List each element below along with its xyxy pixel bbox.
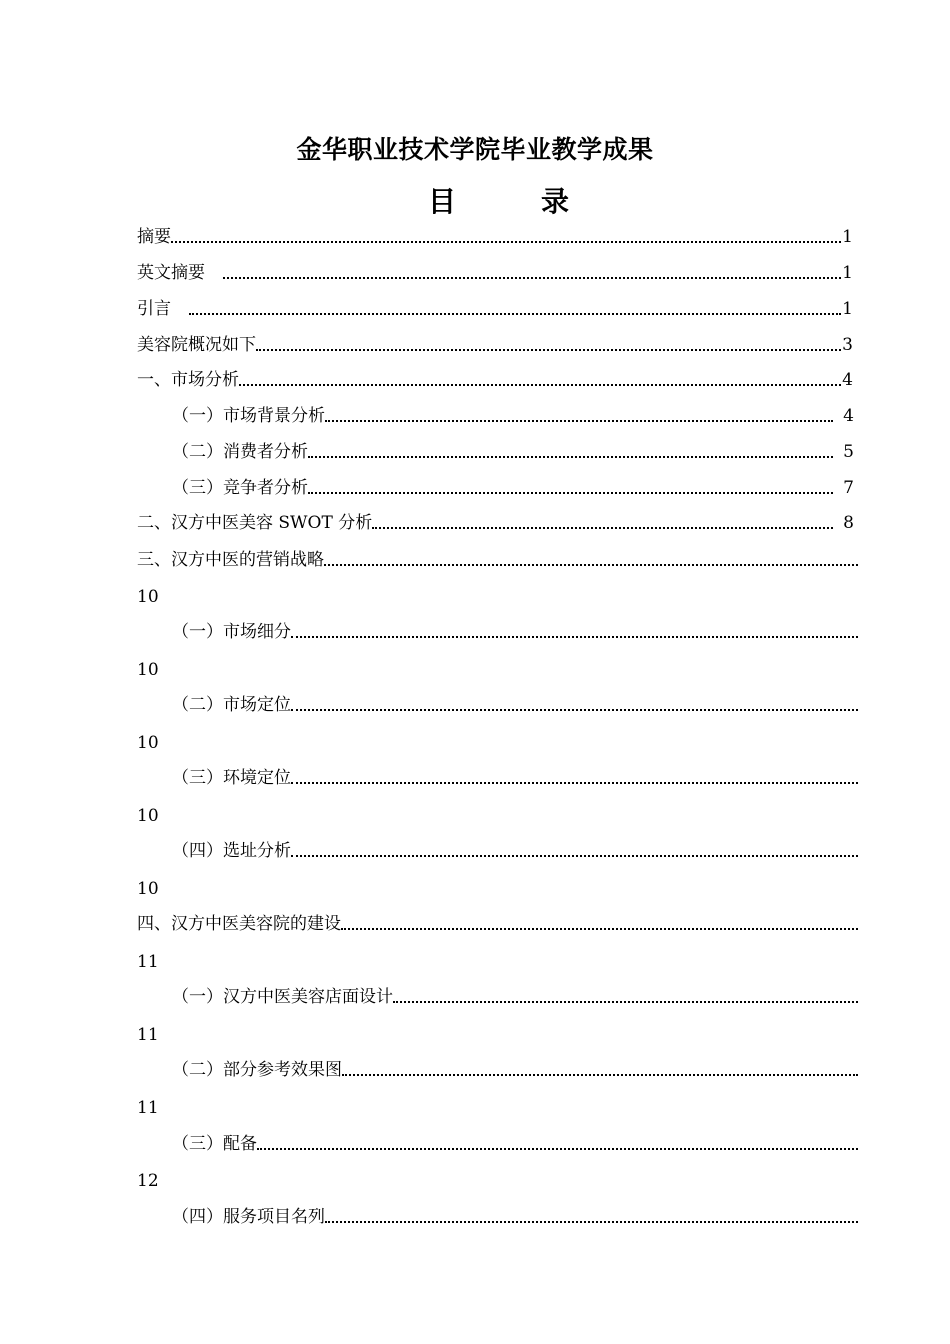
toc-heading-2: 录 — [541, 185, 570, 218]
toc-entry-label: （三）竞争者分析 — [172, 478, 308, 498]
toc-entry[interactable] — [137, 365, 853, 395]
toc-entry-label: 引言 — [137, 299, 171, 319]
toc-entry-label: （二）市场定位 — [172, 695, 291, 715]
toc-leader-dots — [189, 294, 841, 324]
toc-entry-page: 10 — [137, 587, 159, 607]
toc-leader-dots — [291, 617, 858, 647]
toc-leader-dots — [257, 1129, 858, 1159]
toc-heading-1: 目 — [428, 185, 457, 218]
toc-leader-dots — [341, 909, 858, 939]
toc-entry[interactable] — [172, 763, 858, 793]
toc-entry-label: 美容院概况如下 — [137, 335, 256, 355]
toc-entry-page: 10 — [137, 879, 159, 899]
toc-entry-page: 11 — [137, 1025, 159, 1045]
toc-entry-label: （一）汉方中医美容店面设计 — [172, 987, 393, 1007]
toc-leader-dots — [325, 1202, 858, 1232]
toc-entry-page: 10 — [137, 660, 159, 680]
toc-entry-label: （四）服务项目名列 — [172, 1207, 325, 1227]
toc-entry-label: 摘要 — [137, 227, 171, 247]
toc-entry-label: （一）市场细分 — [172, 622, 291, 642]
toc-entry-label: 四、汉方中医美容院的建设 — [137, 914, 341, 934]
toc-leader-dots — [223, 258, 841, 288]
toc-entry[interactable] — [137, 258, 853, 288]
toc-entry[interactable] — [172, 401, 854, 431]
toc-entry[interactable] — [137, 545, 858, 575]
toc-entry[interactable] — [137, 330, 853, 360]
toc-entry-page: 8 — [843, 513, 854, 533]
toc-entry-page: 11 — [137, 952, 159, 972]
toc-entry-label: （二）消费者分析 — [172, 442, 308, 462]
toc-entry[interactable] — [172, 473, 854, 503]
toc-leader-dots — [291, 836, 858, 866]
toc-entry-label: 二、汉方中医美容 SWOT 分析 — [137, 513, 373, 533]
toc-entry-page: 5 — [843, 442, 854, 462]
toc-entry[interactable] — [172, 836, 858, 866]
toc-entry-label: （三）配备 — [172, 1134, 257, 1154]
toc-entry[interactable] — [172, 437, 854, 467]
toc-entry-page: 10 — [137, 733, 159, 753]
toc-entry[interactable] — [137, 508, 854, 538]
toc-entry[interactable] — [172, 617, 858, 647]
toc-leader-dots — [291, 763, 858, 793]
toc-entry-page: 1 — [842, 227, 853, 247]
toc-entry-label: （一）市场背景分析 — [172, 406, 325, 426]
toc-entry-page: 4 — [843, 406, 854, 426]
toc-entry[interactable] — [137, 909, 858, 939]
toc-entry[interactable] — [172, 1129, 858, 1159]
toc-entry[interactable] — [172, 1055, 858, 1085]
toc-entry[interactable] — [137, 222, 853, 252]
toc-leader-dots — [171, 222, 841, 252]
toc-entry-page: 10 — [137, 806, 159, 826]
toc-entry-label: （二）部分参考效果图 — [172, 1060, 342, 1080]
toc-entry-label: （四）选址分析 — [172, 841, 291, 861]
toc-entry-page: 1 — [842, 263, 853, 283]
toc-entry-page: 3 — [842, 335, 853, 355]
toc-entry-page: 4 — [842, 370, 853, 390]
toc-leader-dots — [324, 545, 858, 575]
toc-leader-dots — [239, 365, 841, 395]
toc-leader-dots — [372, 508, 833, 538]
toc-entry-page: 7 — [843, 478, 854, 498]
toc-entry[interactable] — [137, 294, 853, 324]
toc-entry-label: 一、市场分析 — [137, 370, 239, 390]
toc-entry[interactable] — [172, 982, 858, 1012]
toc-entry[interactable] — [172, 690, 858, 720]
toc-entry-label: 英文摘要 — [137, 263, 205, 283]
toc-entry-label: 三、汉方中医的营销战略 — [137, 550, 324, 570]
toc-leader-dots — [342, 1055, 858, 1085]
toc-leader-dots — [393, 982, 858, 1012]
toc-entry-page: 1 — [842, 299, 853, 319]
toc-entry-page: 11 — [137, 1098, 159, 1118]
toc-leader-dots — [256, 330, 841, 360]
toc-entry[interactable] — [172, 1202, 858, 1232]
toc-leader-dots — [291, 690, 858, 720]
toc-entry-page: 12 — [137, 1171, 159, 1191]
toc-leader-dots — [308, 437, 833, 467]
toc-entry-label: （三）环境定位 — [172, 768, 291, 788]
toc-leader-dots — [308, 473, 833, 503]
toc-leader-dots — [325, 401, 833, 431]
document-title: 金华职业技术学院毕业教学成果 — [296, 135, 654, 164]
